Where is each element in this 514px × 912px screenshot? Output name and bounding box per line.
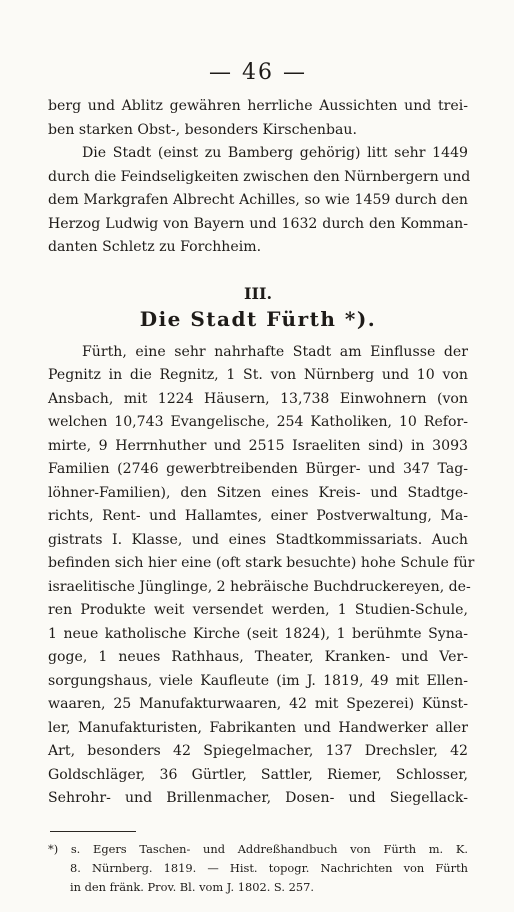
text-line: goge, 1 neues Rathhaus, Theater, Kranken- und Ver- xyxy=(48,649,468,665)
document-page xyxy=(48,60,475,897)
text-line: dem Markgrafen Albrecht Achilles, so wie 1459 durch den xyxy=(48,192,468,208)
text-line: gistrats I. Klasse, und eines Stadtkommissariats. Auch xyxy=(48,531,468,548)
text-line: Ansbach, mit 1224 Häusern, 13,738 Einwohnern (von xyxy=(48,390,468,407)
text-line: waaren, 25 Manufakturwaaren, 42 mit Spezerei) Künst- xyxy=(48,696,468,712)
text-line: Pegnitz in die Regnitz, 1 St. von Nürnberg und 10 von xyxy=(48,367,468,383)
text-line: berg und Ablitz gewähren herrliche Aussichten und trei- xyxy=(48,98,468,114)
text-line: ben starken Obst-, besonders Kirschenbau. xyxy=(48,121,357,138)
footnote-divider xyxy=(50,831,136,832)
text-line: Familien (2746 gewerbtreibenden Bürger- und 347 Tag- xyxy=(48,461,468,477)
text-line: danten Schletz zu Forchheim. xyxy=(48,239,262,255)
footnote-line: 8. Nürnberg. 1819. — Hist. topogr. Nachrichten von Fürth xyxy=(70,860,468,875)
text-line: löhner-Familien), den Sitzen eines Kreis- und Stadtge- xyxy=(48,484,468,501)
section-title: Die Stadt Fürth *). xyxy=(139,306,377,331)
text-line: befinden sich hier eine (oft stark besuchte) hohe Schule für xyxy=(48,555,475,571)
paragraph-continued xyxy=(48,95,468,142)
page-number: — 46 — xyxy=(209,60,307,85)
section-number: III. xyxy=(243,283,273,303)
text-line: richts, Rent- und Hallamtes, einer Postverwaltung, Ma- xyxy=(48,508,468,524)
text-line: Art, besonders 42 Spiegelmacher, 137 Drechsler, 42 xyxy=(48,743,468,759)
footnote xyxy=(48,840,468,897)
text-line: ler, Manufakturisten, Fabrikanten und Handwerker aller xyxy=(48,719,468,736)
text-line: welchen 10,743 Evangelische, 254 Katholiken, 10 Refor- xyxy=(48,414,468,430)
text-line: israelitische Jünglinge, 2 hebräische Buchdruckereyen, de- xyxy=(48,578,471,595)
text-line: ren Produkte weit versendet werden, 1 Studien-Schule, xyxy=(48,602,468,618)
text-line: Die Stadt (einst zu Bamberg gehörig) litt sehr 1449 xyxy=(82,145,468,161)
text-line: sorgungshaus, viele Kaufleute (im J. 1819, 49 mit Ellen- xyxy=(48,672,468,689)
text-line: Sehrohr- und Brillenmacher, Dosen- und Siegellack- xyxy=(48,790,468,806)
text-line: durch die Feindseligkeiten zwischen den Nürnbergern und xyxy=(48,168,471,185)
text-line: mirte, 9 Herrnhuther und 2515 Israeliten sind) in 3093 xyxy=(48,437,468,454)
text-line: Herzog Ludwig von Bayern und 1632 durch den Komman- xyxy=(48,215,468,232)
text-line: 1 neue katholische Kirche (seit 1824), 1 berühmte Syna- xyxy=(48,625,468,642)
footnote-line: in den fränk. Prov. Bl. vom J. 1802. S. 257. xyxy=(70,879,314,894)
footnote-line: *) s. Egers Taschen- und Addreßhandbuch von Fürth m. K. xyxy=(48,841,468,856)
text-line: Goldschläger, 36 Gürtler, Sattler, Riemer, Schlosser, xyxy=(48,766,468,783)
paragraph-fuerth xyxy=(48,341,475,811)
text-line: Fürth, eine sehr nahrhafte Stadt am Einflusse der xyxy=(82,343,468,360)
paragraph-history xyxy=(48,142,471,260)
